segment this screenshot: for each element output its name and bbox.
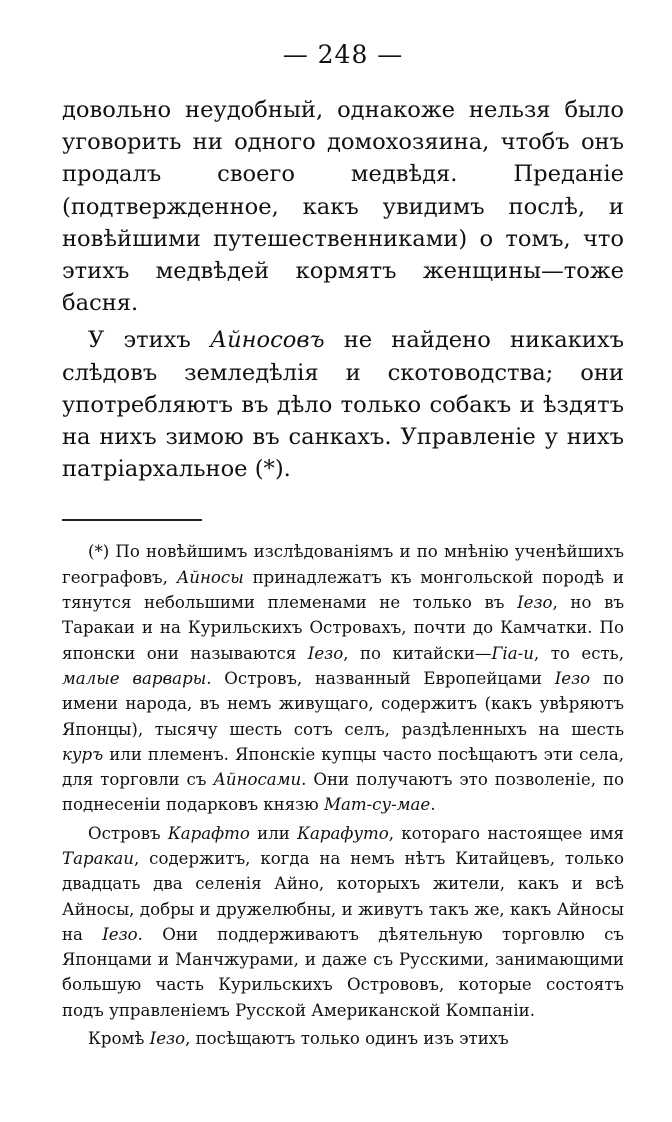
book-page bbox=[62, 40, 624, 1051]
italic-text-run: Таракаи bbox=[62, 849, 134, 868]
text-run: . Островъ, названный Европейцами bbox=[206, 668, 555, 688]
text-run: , то есть, bbox=[533, 643, 624, 663]
italic-text-run: Гіа-и bbox=[491, 643, 534, 663]
italic-text-run: Iезо bbox=[102, 924, 138, 944]
italic-text-run: Карафто bbox=[167, 823, 250, 843]
text-run: или bbox=[249, 823, 298, 843]
text-run: , котораго настоящее имя bbox=[388, 823, 624, 843]
italic-text-run: Iезо bbox=[149, 1029, 186, 1049]
text-run: У этихъ bbox=[88, 327, 210, 354]
italic-text-run: Iезо bbox=[517, 593, 553, 613]
text-run: не найдено никакихъ слѣдовъ земледѣлія и скотоводства; они употребляютъ въ дѣло только собакъ и ѣздятъ на нихъ зимою въ санкахъ. Управленіе у нихъ патріархальное (*). bbox=[62, 327, 624, 483]
italic-text-run: Айносы bbox=[176, 567, 244, 587]
text-run: , содержитъ, когда на немъ нѣтъ Китайцевъ, только двадцать два селенія Айно, которыхъ жители, какъ и всѣ Айносы, добры и дружелюбны, и живутъ такъ же, какъ Айносы на bbox=[62, 849, 624, 944]
footnote-paragraph-1 bbox=[62, 539, 624, 817]
text-run: довольно неудобный, однакоже нельзя было уговорить ни одного домохозяина, чтобъ онъ продалъ своего медвѣдя. Преданіе (подтвержденное, какъ увидимъ послѣ, и новѣйшими путешественниками) о томъ, что этихъ медвѣдей кормятъ женщины—тоже басня. bbox=[62, 97, 624, 317]
italic-text-run: Айносами bbox=[213, 770, 302, 790]
italic-text-run: Iезо bbox=[554, 668, 591, 688]
footnote bbox=[62, 539, 624, 1051]
footnote-separator bbox=[62, 519, 202, 521]
page-number: — 248 — bbox=[282, 40, 404, 69]
main-text bbox=[62, 94, 624, 485]
main-paragraph-2 bbox=[62, 324, 624, 485]
text-run: (*) По новѣйшимъ изслѣдованіямъ и по мнѣнію ученѣйшихъ географовъ, bbox=[62, 542, 624, 587]
footnote-paragraph-3 bbox=[62, 1026, 624, 1051]
footnote-paragraph-2 bbox=[62, 821, 624, 1023]
italic-text-run: куръ bbox=[62, 744, 104, 764]
text-run: . Они поддерживаютъ дѣятельную торговлю съ Японцами и Манчжурами, и даже съ Русскими, занимающими большую часть Курильскихъ Острововъ, которые состоятъ подъ управленіемъ Русской Американской Компаніи. bbox=[62, 924, 624, 1020]
main-paragraph-1 bbox=[62, 94, 624, 319]
italic-text-run: Айносовъ bbox=[209, 327, 325, 354]
text-run: принадлежатъ къ монгольской породѣ и тянутся небольшими племенами не только въ bbox=[62, 567, 624, 613]
italic-text-run: Iезо bbox=[307, 643, 344, 663]
text-run: , по китайски— bbox=[343, 643, 492, 663]
italic-text-run: Карафуто bbox=[297, 823, 389, 843]
text-run: . Они получаютъ это позволеніе, по поднесеніи подарковъ князю bbox=[62, 770, 625, 815]
text-run: или племенъ. Японскіе купцы часто посѣщаютъ эти села, для торговли съ bbox=[62, 744, 624, 790]
text-run: . bbox=[430, 795, 436, 815]
text-run: по имени народа, въ немъ живущаго, содержитъ (какъ увѣряютъ Японцы), тысячу шесть сотъ селъ, раздѣленныхъ на шесть bbox=[62, 668, 624, 739]
italic-text-run: Мат-су-мае bbox=[323, 795, 431, 815]
text-run: Кромѣ bbox=[88, 1029, 150, 1049]
text-run: Островъ bbox=[88, 823, 168, 843]
italic-text-run: малые варвары bbox=[62, 668, 207, 688]
text-run: , но въ Таракаи и на Курильскихъ Островахъ, почти до Камчатки. По японски они называются bbox=[62, 593, 624, 663]
text-run: , посѣщаютъ только одинъ изъ этихъ bbox=[185, 1029, 509, 1049]
